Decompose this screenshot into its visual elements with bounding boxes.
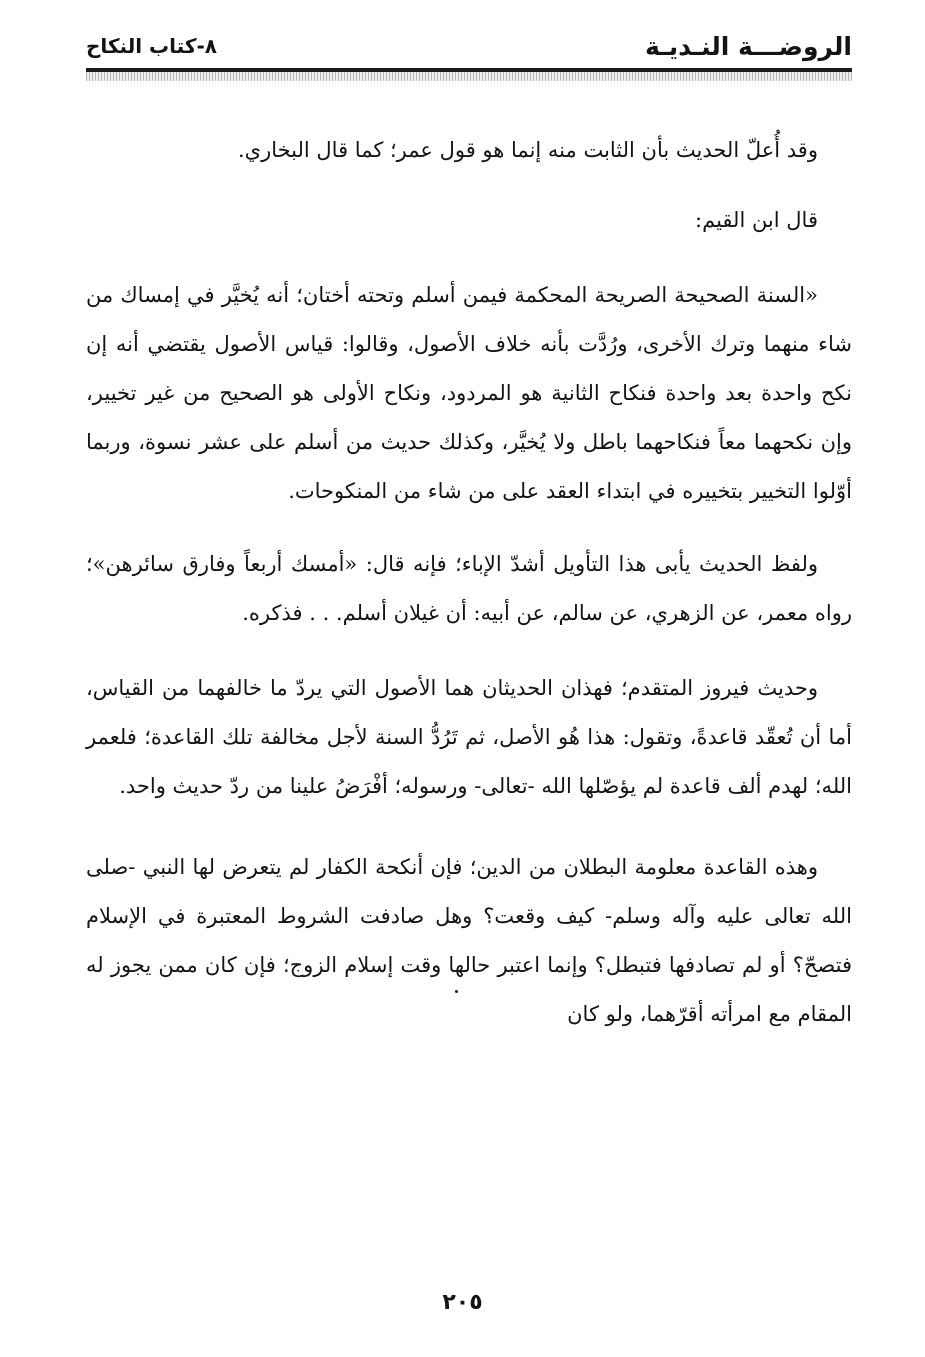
paragraph: وحديث فيروز المتقدم؛ فهذان الحديثان هما الأصول التي يردّ ما خالفهما من القياس، أما أن تُعقّد قاعدةً، وتقول: هذا هُو الأصل، ثم تَرُدُّ السنة لأجل مخالفة تلك القاعدة؛ فلعمر الله؛ لهدم ألف قاعدة لم يؤصّلها الله -تعالى- ورسوله؛ أفْرَضُ علينا من ردّ حديث واحد.	[86, 676, 852, 798]
main-text	[86, 126, 852, 1039]
header-rule-shading	[86, 72, 852, 81]
paragraph: قال ابن القيم:	[695, 208, 818, 232]
page-number: ٢٠٥	[442, 1290, 483, 1315]
running-head-chapter: ٨-كتاب النكاح	[86, 34, 217, 58]
page-header	[86, 30, 852, 68]
paragraph: وقد أُعلّ الحديث بأن الثابت منه إنما هو قول عمر؛ كما قال البخاري.	[237, 138, 818, 162]
paragraph-quote: «السنة الصحيحة الصريحة المحكمة فيمن أسلم وتحته أختان؛ أنه يُخيَّر في إمساك من شاء منهما وترك الأخرى، ورُدَّت بأنه خلاف الأصول، وقالوا: قياس الأصول يقتضي أنه إن نكح واحدة بعد واحدة فنكاح الثانية هو المردود، ونكاح الأولى هو الصحيح من غير تخيير، وإن نكحهما معاً فنكاحهما باطل ولا يُخيَّر، وكذلك حديث من أسلم على عشر نسوة، وربما أوّلوا التخيير بتخييره في ابتداء العقد على من شاء من المنكوحات.	[86, 283, 852, 503]
paragraph: ولفظ الحديث يأبى هذا التأويل أشدّ الإباء؛ فإنه قال: «أمسك أربعاً وفارق سائرهن»؛ رواه معمر، عن الزهري، عن سالم، عن أبيه: أن غيلان أسلم. . . فذكره.	[86, 552, 852, 625]
running-head-book-title: الروضـــة النـديـة	[645, 32, 852, 61]
paragraph: وهذه القاعدة معلومة البطلان من الدين؛ فإن أنكحة الكفار لم يتعرض لها النبي -صلى الله تعالى عليه وآله وسلم- كيف وقعت؟ وهل صادفت الشروط المعتبرة في الإسلام فتصحّ؟ أو لم تصادفها فتبطل؟ وإنما اعتبر حالها وقت إسلام الزوج؛ فإن كان ممن يجوز له المقام مع امرأته أقرّهما، ولو كان	[86, 855, 852, 1026]
print-speck	[455, 990, 458, 993]
